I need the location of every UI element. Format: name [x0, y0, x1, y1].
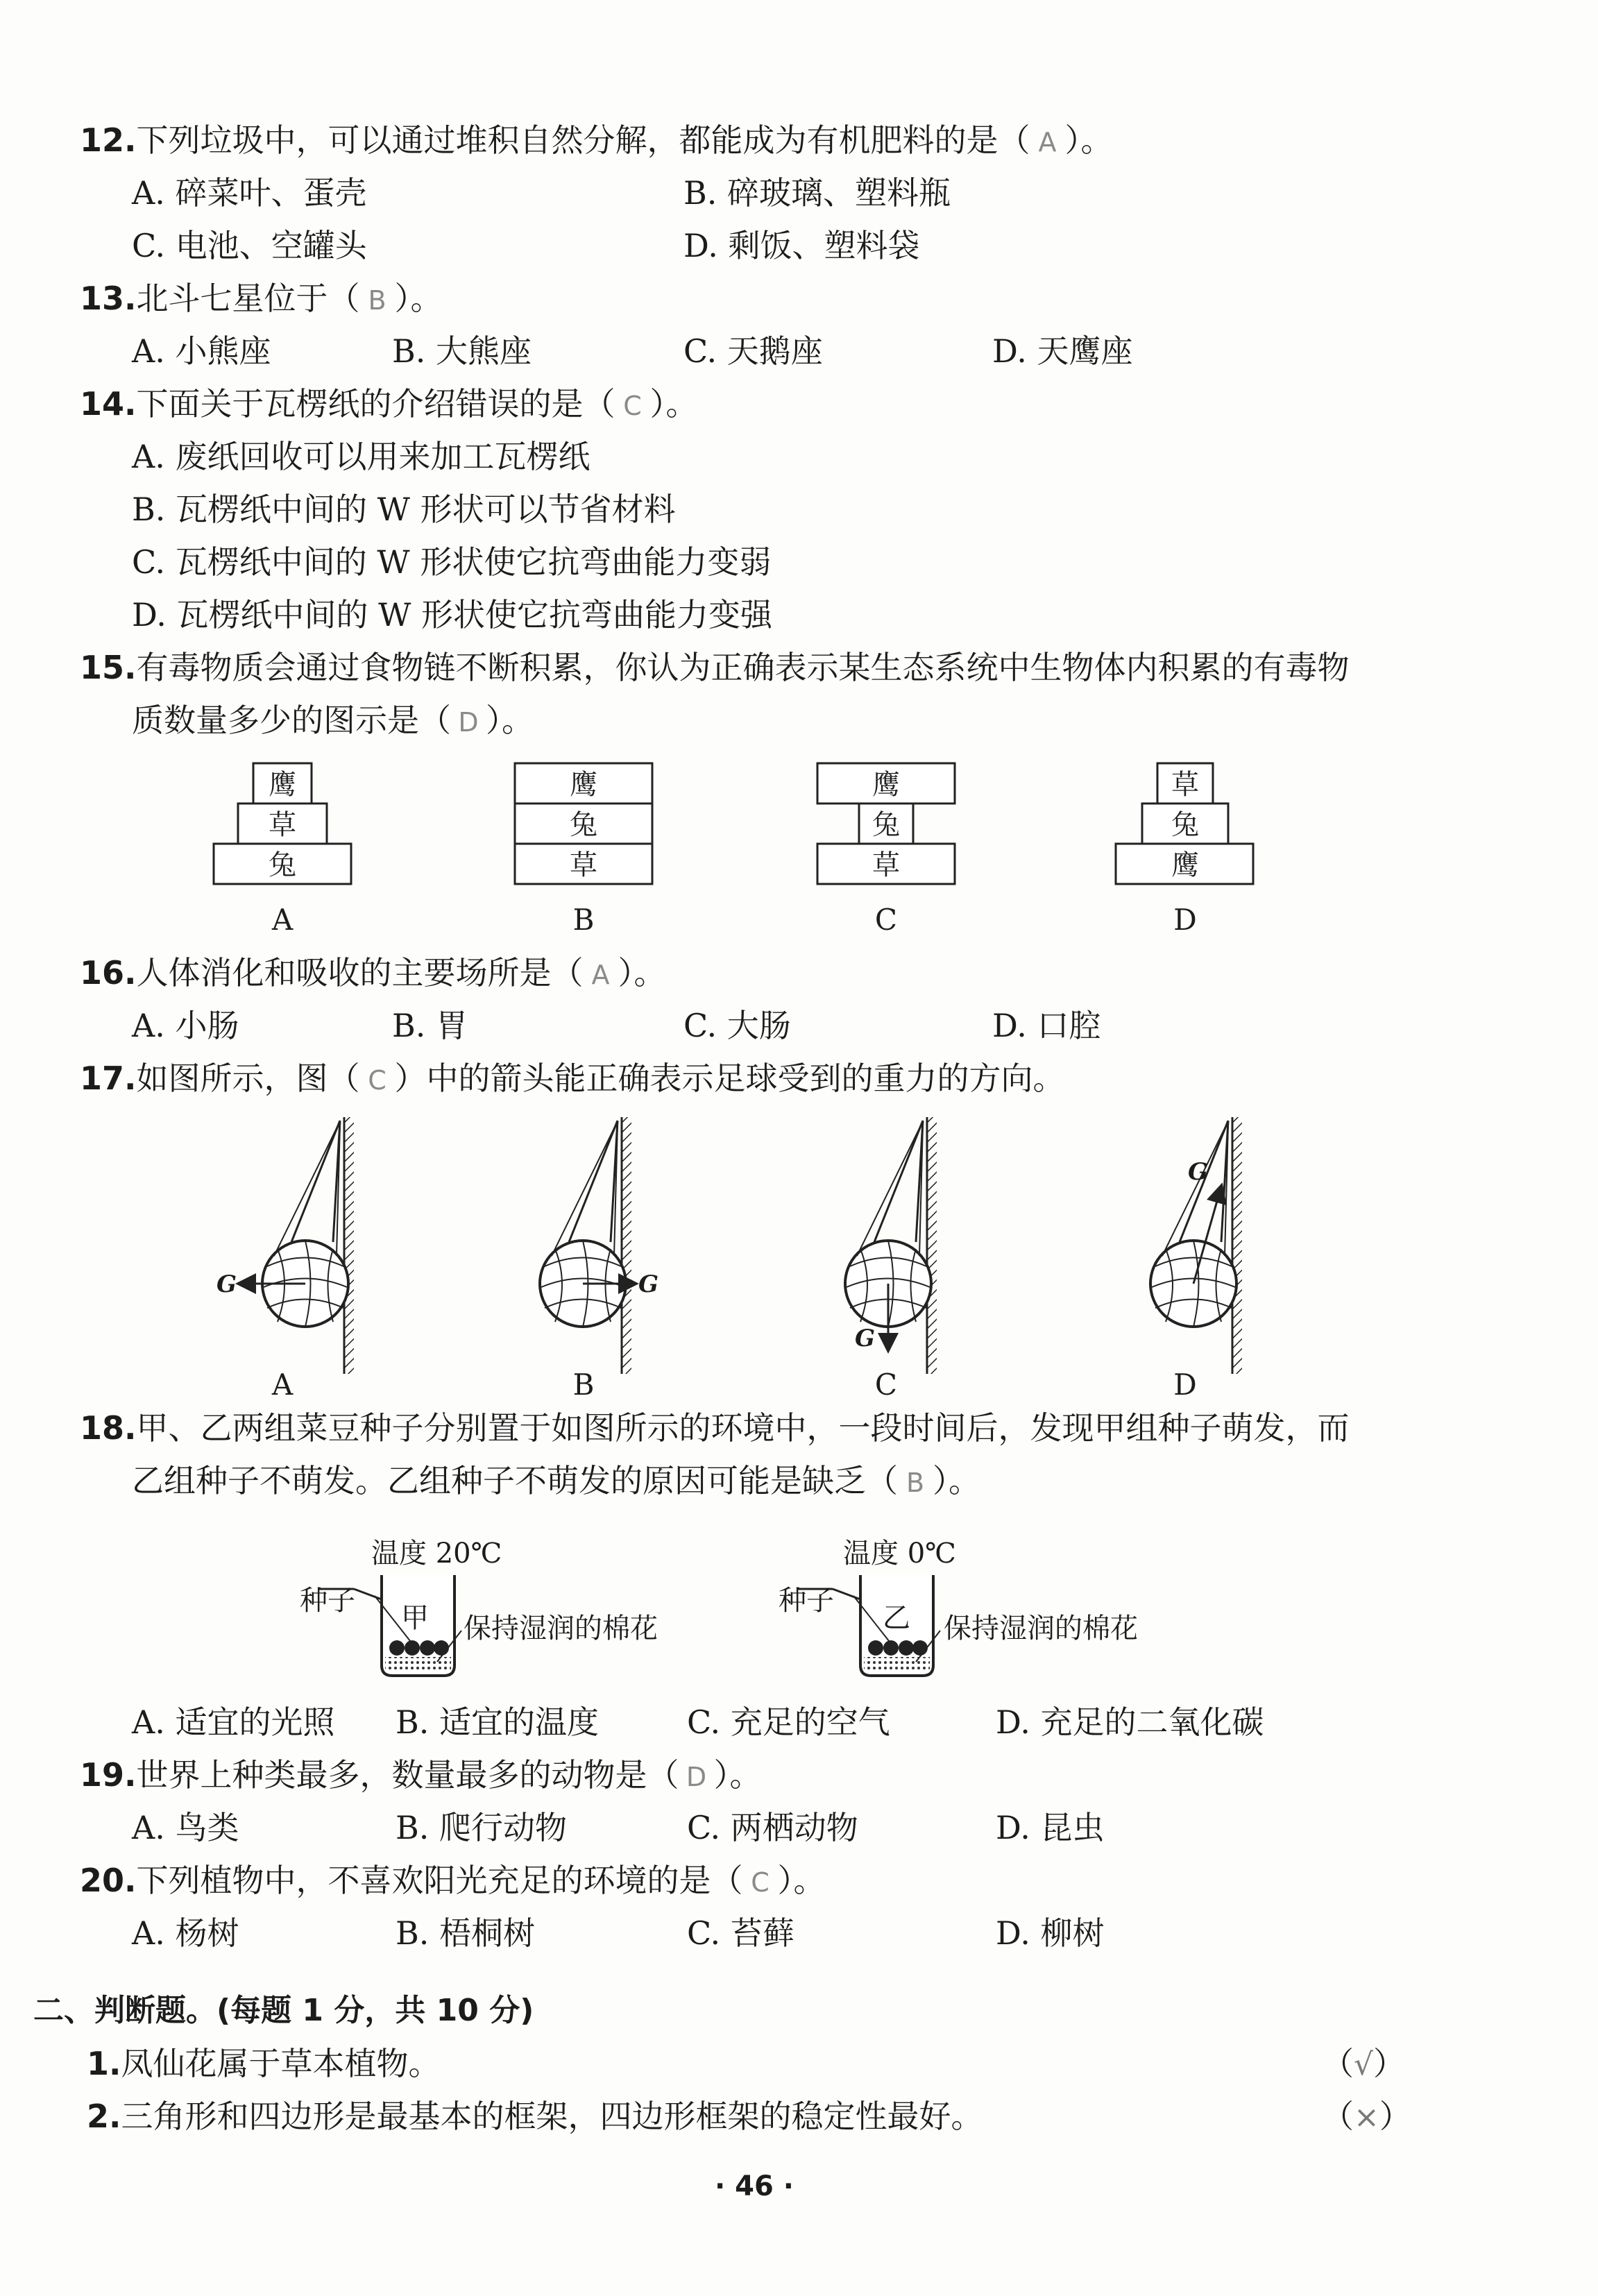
handwritten-answer: A	[591, 960, 610, 990]
page-number: · 46 ·	[715, 2170, 794, 2202]
option-a: A. 鸟类	[132, 1809, 239, 1846]
figure-label-c: C	[874, 903, 898, 937]
question-text-end: ）中的箭头能正确表示足球受到的重力的方向。	[394, 1060, 1065, 1097]
question-number: 13.	[80, 280, 137, 317]
option-a: A. 小肠	[132, 1007, 239, 1044]
force-label-a: G	[216, 1270, 237, 1298]
option-d: D. 口腔	[992, 1007, 1101, 1044]
seed-germination-figure	[0, 1527, 1598, 1693]
group-label-jia: 甲	[401, 1602, 429, 1634]
question-text: 世界上种类最多，数量最多的动物是（	[136, 1756, 679, 1794]
option-d: D. 柳树	[996, 1914, 1105, 1952]
force-label-b: G	[638, 1270, 659, 1298]
option-c: C. 瓦楞纸中间的 W 形状使它抗弯曲能力变弱	[132, 543, 772, 581]
question-number: 16.	[80, 954, 137, 992]
judge-mark-2: （×）	[1322, 2098, 1411, 2135]
handwritten-answer: C	[623, 391, 642, 421]
tier-d-1: 草	[1171, 769, 1199, 801]
question-16	[80, 952, 666, 996]
question-12	[80, 119, 1113, 163]
option-c: C. 大肠	[683, 1007, 791, 1044]
question-text: 质数量多少的图示是（	[132, 701, 451, 739]
force-label-c: G	[855, 1325, 876, 1352]
option-a: A. 杨树	[132, 1914, 239, 1952]
section-heading: 二、判断题。(每题 1 分，共 10 分)	[33, 1993, 534, 2028]
question-text: 乙组种子不萌发。乙组种子不萌发的原因可能是缺乏（	[132, 1462, 898, 1499]
question-text: 有毒物质会通过食物链不断积累，你认为正确表示某生态系统中生物体内积累的有毒物	[136, 649, 1350, 686]
option-c: C. 天鹅座	[683, 332, 823, 370]
question-number: 12.	[80, 121, 137, 159]
figure-b	[540, 1117, 635, 1374]
handwritten-answer: A	[1038, 127, 1057, 158]
option-d: D. 天鹰座	[992, 332, 1133, 370]
tier-c-3: 草	[872, 849, 900, 881]
temp-label-jia: 温度 20℃	[371, 1538, 502, 1570]
tier-a-1: 鹰	[269, 769, 296, 801]
option-b: B. 梧桐树	[396, 1914, 536, 1952]
figure-label-d: D	[1173, 903, 1197, 937]
cotton-label-jia: 保持湿润的棉花	[464, 1613, 658, 1644]
judge-mark-1: （√）	[1322, 2045, 1406, 2082]
figure-d	[1150, 1117, 1242, 1374]
option-a: A. 碎菜叶、蛋壳	[132, 174, 367, 212]
option-a: A. 小熊座	[132, 332, 271, 370]
item-number: 1.	[87, 2045, 121, 2082]
option-c: C. 充足的空气	[687, 1703, 890, 1741]
figure-label-d: D	[1173, 1368, 1197, 1402]
tier-b-3: 草	[570, 849, 597, 881]
question-17	[80, 1057, 1065, 1101]
seed-label-yi: 种子	[779, 1585, 834, 1617]
question-text-end: ）。	[933, 1462, 980, 1499]
question-text: 如图所示，图（	[136, 1060, 360, 1097]
question-text: 下列植物中，不喜欢阳光充足的环境的是（	[136, 1862, 743, 1899]
question-number: 17.	[80, 1060, 137, 1097]
tier-d-3: 鹰	[1171, 849, 1199, 881]
figure-label-c: C	[874, 1368, 898, 1402]
handwritten-answer: B	[368, 285, 386, 316]
tier-c-1: 鹰	[872, 769, 900, 801]
figure-a	[239, 1117, 354, 1374]
handwritten-answer: B	[906, 1468, 925, 1498]
question-number: 14.	[80, 385, 137, 423]
option-d: D. 昆虫	[996, 1809, 1105, 1846]
option-d: D. 瓦楞纸中间的 W 形状使它抗弯曲能力变强	[132, 596, 773, 633]
tier-a-3: 兔	[269, 849, 296, 881]
question-text: 人体消化和吸收的主要场所是（	[136, 954, 584, 992]
question-15-line2	[132, 699, 534, 743]
tier-a-2: 草	[269, 809, 296, 841]
option-b: B. 瓦楞纸中间的 W 形状可以节省材料	[132, 491, 676, 528]
force-label-d: G	[1188, 1158, 1209, 1186]
seed-label-jia: 种子	[300, 1585, 355, 1617]
judge-item-1	[87, 2043, 440, 2084]
question-text-end: ）。	[1064, 121, 1113, 159]
football-gravity-figures	[0, 1110, 1598, 1402]
figure-label-b: B	[572, 903, 595, 937]
item-text: 三角形和四边形是最基本的框架，四边形框架的稳定性最好。	[121, 2098, 983, 2135]
option-a: A. 废纸回收可以用来加工瓦楞纸	[132, 438, 590, 475]
question-text-end: ）。	[713, 1756, 762, 1794]
question-text: 下列垃圾中，可以通过堆积自然分解，都能成为有机肥料的是（	[136, 121, 1030, 159]
option-b: B. 碎玻璃、塑料瓶	[683, 174, 951, 212]
group-label-yi: 乙	[883, 1602, 910, 1634]
cotton-label-yi: 保持湿润的棉花	[944, 1613, 1138, 1644]
question-text-end: ）。	[618, 954, 666, 992]
option-a: A. 适宜的光照	[132, 1703, 335, 1741]
option-c: C. 两栖动物	[687, 1809, 858, 1846]
question-number: 18.	[80, 1409, 137, 1447]
tier-d-2: 兔	[1171, 809, 1199, 841]
question-text: 下面关于瓦楞纸的介绍错误的是（	[136, 385, 615, 423]
option-c: C. 苔藓	[687, 1914, 794, 1952]
option-b: B. 大熊座	[392, 332, 532, 370]
temp-label-yi: 温度 0℃	[843, 1538, 956, 1570]
question-text-end: ）。	[394, 280, 443, 317]
question-18-line2	[132, 1460, 980, 1504]
question-number: 20.	[80, 1862, 137, 1899]
question-13	[80, 278, 443, 321]
question-number: 15.	[80, 649, 137, 686]
check-mark: √	[1354, 2047, 1374, 2082]
tier-c-2: 兔	[872, 809, 900, 841]
question-text-end: ）。	[486, 701, 534, 739]
option-d: D. 充足的二氧化碳	[996, 1703, 1264, 1741]
question-text: 甲、乙两组菜豆种子分别置于如图所示的环境中，一段时间后，发现甲组种子萌发，而	[136, 1409, 1350, 1447]
question-14	[80, 383, 698, 427]
option-b: B. 胃	[392, 1007, 468, 1044]
option-b: B. 适宜的温度	[396, 1703, 600, 1741]
option-d: D. 剩饭、塑料袋	[683, 227, 920, 264]
question-text: 北斗七星位于（	[136, 280, 360, 317]
figure-label-a: A	[271, 1368, 294, 1402]
figure-label-b: B	[572, 1368, 595, 1402]
food-chain-figures	[0, 756, 1598, 951]
figure-label-a: A	[271, 903, 294, 937]
option-c: C. 电池、空罐头	[132, 227, 367, 264]
handwritten-answer: C	[751, 1867, 770, 1898]
cross-mark: ×	[1354, 2100, 1379, 2135]
item-number: 2.	[87, 2098, 121, 2135]
question-19	[80, 1754, 762, 1798]
item-text: 凤仙花属于草本植物。	[121, 2045, 441, 2082]
option-b: B. 爬行动物	[396, 1809, 568, 1846]
handwritten-answer: C	[368, 1065, 386, 1096]
question-text-end: ）。	[649, 385, 698, 423]
question-18	[80, 1407, 1350, 1449]
question-20	[80, 1860, 826, 1903]
question-number: 19.	[80, 1756, 137, 1794]
judge-item-2	[87, 2095, 983, 2137]
question-15	[80, 647, 1350, 688]
tier-b-1: 鹰	[570, 769, 597, 801]
handwritten-answer: D	[458, 707, 479, 738]
tier-b-2: 兔	[570, 809, 597, 841]
handwritten-answer: D	[686, 1762, 707, 1792]
question-text-end: ）。	[777, 1862, 826, 1899]
